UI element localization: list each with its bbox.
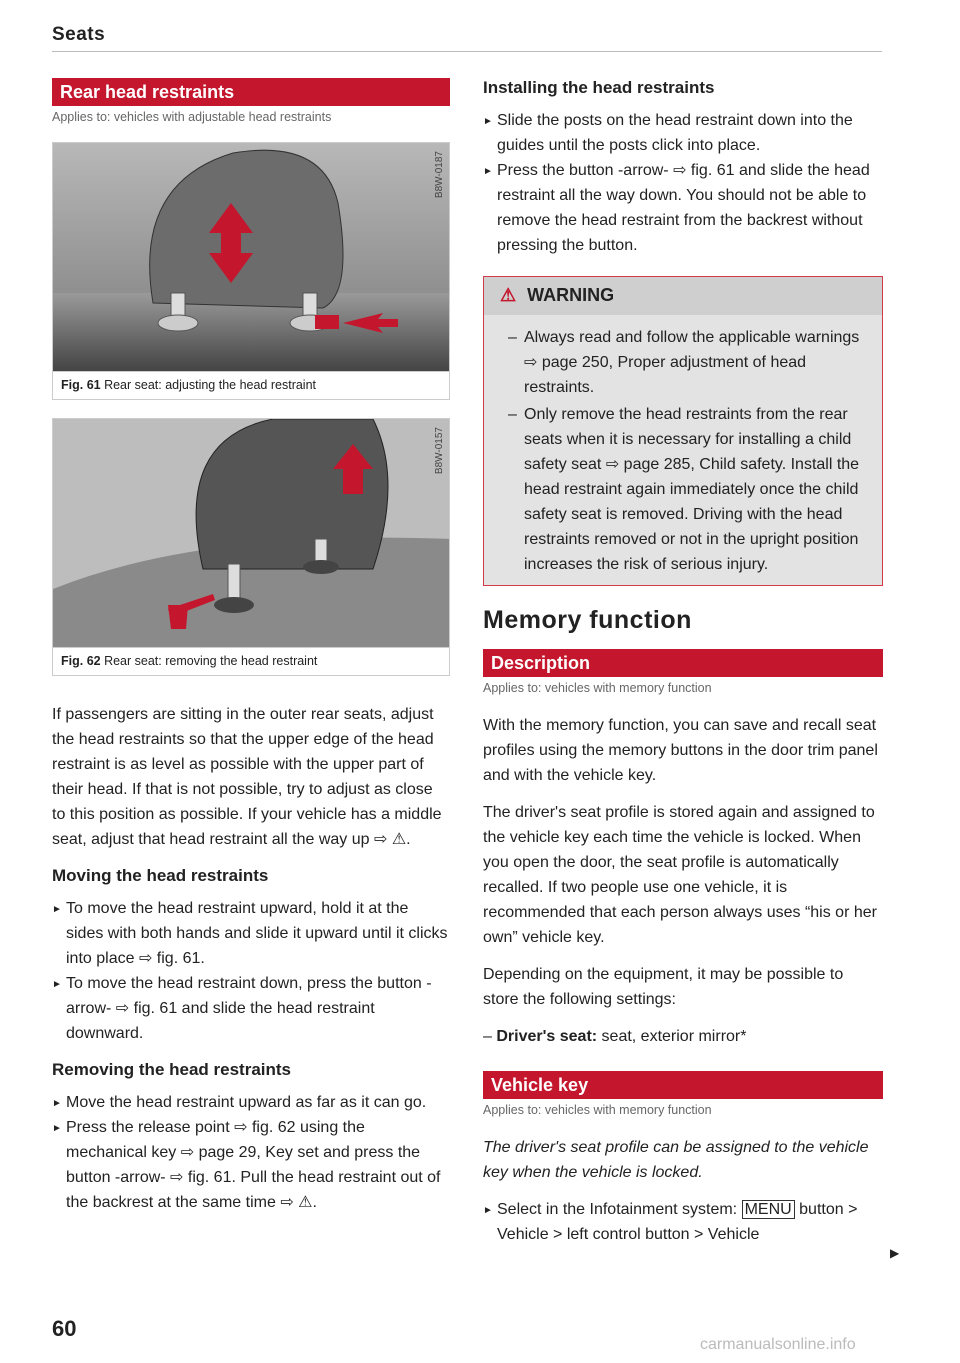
- removing-title: Removing the head restraints: [52, 1060, 292, 1079]
- vehicle-key-steps: [483, 1197, 883, 1247]
- figure-62-code: B8W-0157: [434, 427, 445, 475]
- removing-steps: [52, 1090, 450, 1215]
- vehicle-key-applies: Applies to: vehicles with memory function: [483, 1103, 712, 1117]
- driver-seat-text: seat, exterior mirror*: [601, 1028, 747, 1045]
- moving-step: ► To move the head restraint upward, hold it at the sides with both hands and slide it upward until it clicks into place ⇨ fig. 61.: [52, 896, 450, 971]
- figure-61: [52, 142, 450, 400]
- removing-step: ► Move the head restraint upward as far as it can go.: [52, 1090, 450, 1115]
- installing-step: ► Press the button -arrow- ⇨ fig. 61 and slide the head restraint all the way down. You should not be able to remove the head restraint from the backrest without pressing the button.: [483, 158, 883, 258]
- moving-title: Moving the head restraints: [52, 866, 269, 885]
- installing-title: Installing the head restraints: [483, 78, 715, 97]
- description-title: Description: [483, 649, 883, 677]
- figure-62: [52, 418, 450, 676]
- left-column: [52, 78, 450, 1215]
- continue-arrow-icon: ▶: [890, 1246, 900, 1260]
- figure-62-label: Fig. 62: [61, 654, 101, 668]
- driver-seat-label: Driver's seat:: [496, 1028, 598, 1045]
- description-p1: With the memory function, you can save and recall seat profiles using the memory buttons in the door trim panel and with the vehicle key.: [483, 717, 878, 784]
- intro-paragraph: If passengers are sitting in the outer rear seats, adjust the head restraints so that the upper edge of the head restraint is as level as possible with the upper part of their head. If that is not possible, try to adjust as close to this position as possible. If your vehicle has a middle seat, adjust that head restraint all the way up ⇨ ⚠.: [52, 706, 442, 848]
- page-number: 60: [52, 1316, 77, 1341]
- figure-61-caption-text: Rear seat: adjusting the head restraint: [104, 378, 317, 392]
- figure-61-label: Fig. 61: [61, 378, 101, 392]
- vehicle-key-intro: [483, 1135, 883, 1185]
- description-applies: Applies to: vehicles with memory function: [483, 681, 712, 695]
- right-column: [483, 78, 883, 1247]
- vehicle-key-step: [483, 1197, 883, 1247]
- figure-62-caption-text: Rear seat: removing the head restraint: [104, 654, 318, 668]
- memory-function-title: Memory function: [483, 606, 692, 634]
- description-p3: Depending on the equipment, it may be possible to store the following settings:: [483, 966, 844, 1008]
- figure-62-image: [53, 419, 449, 647]
- figure-62-caption: [53, 647, 449, 675]
- moving-steps: [52, 896, 450, 1046]
- removing-step: ► Press the release point ⇨ fig. 62 using the mechanical key ⇨ page 29, Key set and press the button -arrow- ⇨ fig. 61. Pull the head restraint out of the backrest at the same time ⇨ ⚠.: [52, 1115, 450, 1215]
- vk-step-b: button > Vehicle > left control button > Vehicle: [497, 1201, 858, 1243]
- warning-item: – Always read and follow the applicable warnings ⇨ page 250, Proper adjustment of head restraints.: [510, 325, 868, 400]
- warning-list: [484, 315, 882, 585]
- warning-item: – Only remove the head restraints from the rear seats when it is necessary for installing a child safety seat ⇨ page 285, Child safety. Install the head restraint again immediately once the child safety seat is removed. Driving with the head restraints removed or not in the upright position increases the risk of serious injury.: [510, 402, 868, 577]
- warning-header: [484, 277, 882, 315]
- figure-61-image: [53, 143, 449, 371]
- menu-key: MENU: [742, 1200, 795, 1219]
- figure-61-caption: [53, 371, 449, 399]
- installing-steps: [483, 108, 883, 258]
- vehicle-key-title: Vehicle key: [483, 1071, 883, 1099]
- vk-step-a: Select in the Infotainment system:: [497, 1201, 738, 1218]
- description-p2: The driver's seat profile is stored again and assigned to the vehicle key each time the vehicle is locked. When you open the door, the seat profile is automatically recalled. If two people use one vehicle, it is recommended that each person always uses “his or her own” vehicle key.: [483, 804, 877, 946]
- watermark: carmanualsonline.info: [700, 1336, 856, 1353]
- warning-title: WARNING: [527, 285, 615, 305]
- section-title-rear-head-restraints: Rear head restraints: [52, 78, 450, 106]
- warning-icon: ⚠: [500, 285, 517, 305]
- installing-step: ► Slide the posts on the head restraint down into the guides until the posts click into place.: [483, 108, 883, 158]
- driver-seat-line: – Driver's seat: seat, exterior mirror*: [483, 1028, 747, 1045]
- header-title: Seats: [52, 24, 106, 45]
- moving-step: ► To move the head restraint down, press the button -arrow- ⇨ fig. 61 and slide the head restraint downward.: [52, 971, 450, 1046]
- vehicle-key-intro-text: The driver's seat profile can be assigned to the vehicle key when the vehicle is locked.: [483, 1139, 869, 1181]
- applies-to: Applies to: vehicles with adjustable head restraints: [52, 110, 332, 124]
- warning-box: [483, 276, 883, 586]
- page-header: [52, 24, 882, 52]
- figure-61-code: B8W-0187: [434, 151, 445, 199]
